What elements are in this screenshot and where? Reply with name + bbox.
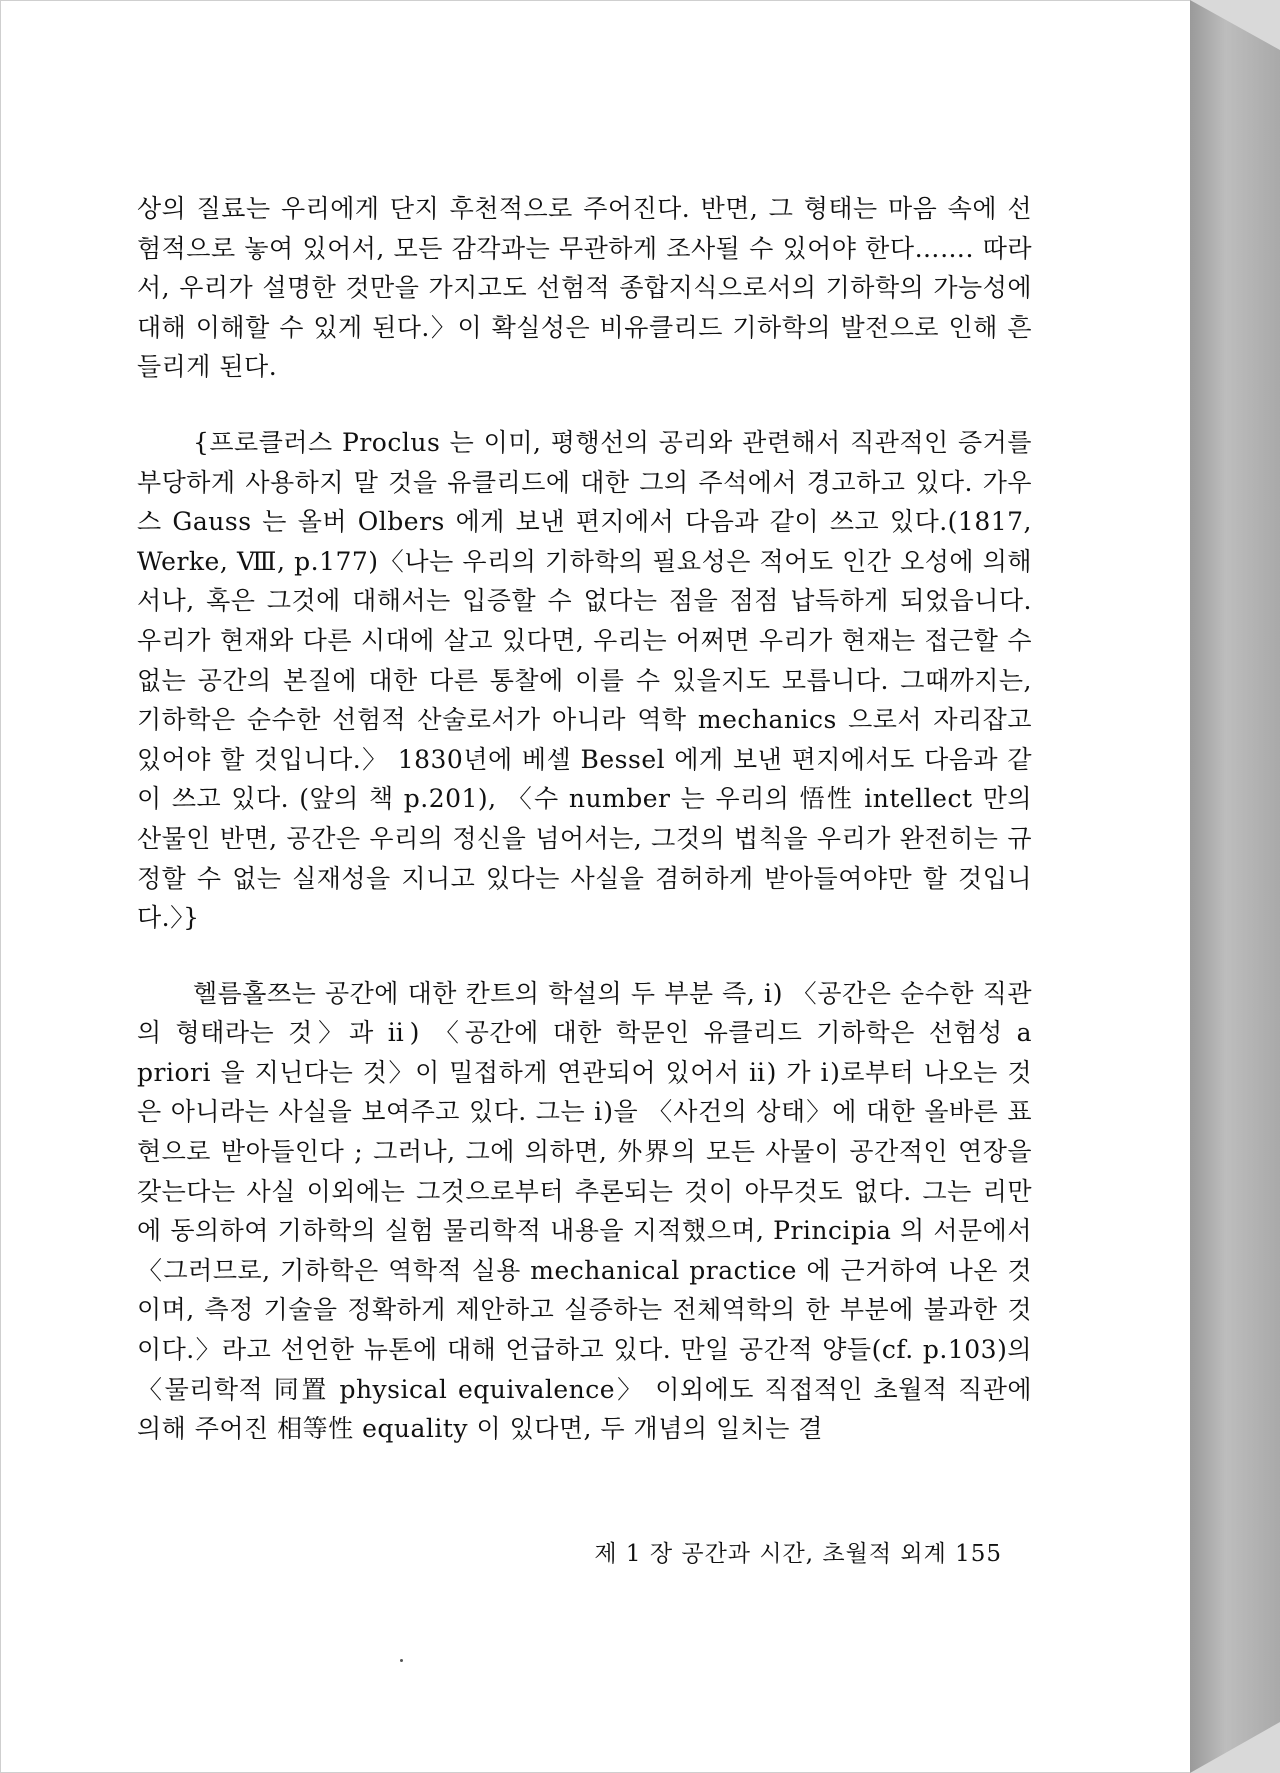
paragraph-2: {프로클러스 Proclus 는 이미, 평행선의 공리와 관련해서 직관적인 증거를 부당하게 사용하지 말 것을 유클리드에 대한 그의 주석에서 경고하고 있다. 가우스 Gauss 는 올버 Olbers 에게 보낸 편지에서 다음과 같이 쓰고 있다.(1817, Werke, Ⅷ, p.177)〈나는 우리의 기하학의 필요성은 적어도 인간 오성에 의해서나, 혹은 그것에 대해서는 입증할 수 없다는 점을 점점 납득하게 되었읍니다. 우리가 현재와 다른 시대에 살고 있다면, 우리는 어쩌면 우리가 현재는 접근할 수 없는 공간의 본질에 대한 다른 통찰에 이를 수 있을지도 모릅니다. 그때까지는, 기하학은 순수한 선험적 산술로서가 아니라 역학 mechanics 으로서 자리잡고 있어야 할 것입니다.〉 1830년에 베셀 Bessel 에게 보낸 편지에서도 다음과 같이 쓰고 있다. (앞의 책 p.201), 〈수 number 는 우리의 悟性 intellect 만의 산물인 반면, 공간은 우리의 정신을 넘어서는, 그것의 법칙을 우리가 완전히는 규정할 수 없는 실재성을 지니고 있다는 사실을 겸허하게 받아들여야만 할 것입니다.〉} [137, 427, 1032, 933]
paragraph-1: 상의 질료는 우리에게 단지 후천적으로 주어진다. 반면, 그 형태는 마음 속에 선험적으로 놓여 있어서, 모든 감각과는 무관하게 조사될 수 있어야 한다……. 따라서, 우리가 설명한 것만을 가지고도 선험적 종합지식으로서의 기하학의 가능성에 대해 이해할 수 있게 된다.〉이 확실성은 비유클리드 기하학의 발전으로 인해 흔들리게 된다. [137, 194, 1032, 382]
page-footer: 제 1 장 공간과 시간, 초월적 외계 155 [594, 1541, 1002, 1567]
page-body [137, 189, 1032, 1449]
speck [400, 1659, 403, 1662]
book-edge [1190, 0, 1280, 1773]
paragraph-3: 헬름홀쯔는 공간에 대한 칸트의 학설의 두 부분 즉, ⅰ) 〈공간은 순수한 직관의 형태라는 것〉과 ⅱ) 〈공간에 대한 학문인 유클리드 기하학은 선험성 a priori 을 지닌다는 것〉이 밀접하게 연관되어 있어서 ⅱ) 가 ⅰ)로부터 나오는 것은 아니라는 사실을 보여주고 있다. 그는 ⅰ)을 〈사건의 상태〉에 대한 올바른 표현으로 받아들인다 ; 그러나, 그에 의하면, 外界의 모든 사물이 공간적인 연장을 갖는다는 사실 이외에는 그것으로부터 추론되는 것이 아무것도 없다. 그는 리만에 동의하여 기하학의 실험 물리학적 내용을 지적했으며, Principia 의 서문에서 〈그러므로, 기하학은 역학적 실용 mechanical practice 에 근거하여 나온 것이며, 측정 기술을 정확하게 제안하고 실증하는 전체역학의 한 부분에 불과한 것이다.〉라고 선언한 뉴톤에 대해 언급하고 있다. 만일 공간적 양들(cf. p.103)의 〈물리학적 同置 physical equivalence〉 이외에도 직접적인 초월적 직관에 의해 주어진 相等性 equality 이 있다면, 두 개념의 일치는 결 [137, 978, 1032, 1444]
